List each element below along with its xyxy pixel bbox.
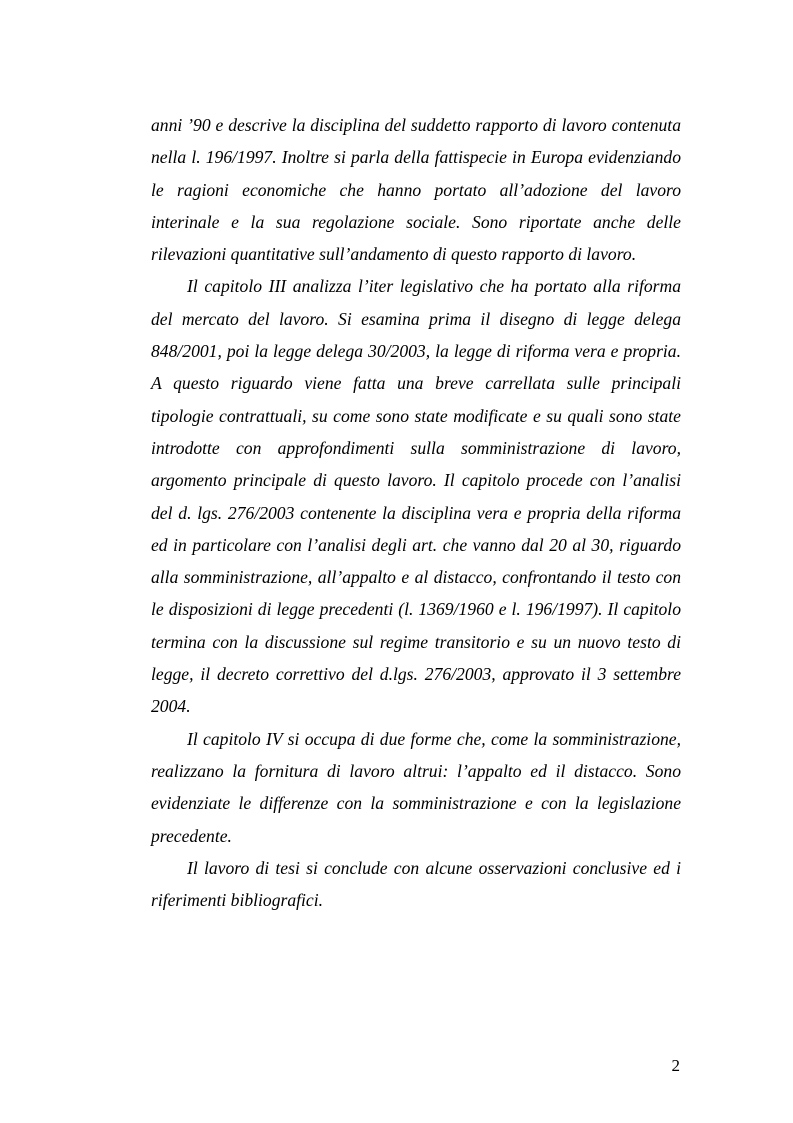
paragraph-chapter-iii: Il capitolo III analizza l’iter legislativo che ha portato alla riforma del mercato del lavoro. Si esamina prima il disegno di legge delega 848/2001, poi la legge delega 30/2003, la legge di riforma vera e propria. A questo riguardo viene fatta una breve carrellata sulle principali tipologie contrattuali, su come sono state modificate e su quali sono state introdotte con approfondimenti sulla somministrazione di lavoro, argomento principale di questo lavoro. Il capitolo procede con l’analisi del d. lgs. 276/2003 contenente la disciplina vera e propria della riforma ed in particolare con l’analisi degli art. che vanno dal 20 al 30, riguardo alla somministrazione, all’appalto e al distacco, confrontando il testo con le disposizioni di legge precedenti (l. 1369/1960 e l. 196/1997). Il capitolo termina con la discussione sul regime transitorio e su un nuovo testo di legge, il decreto correttivo del d.lgs. 276/2003, approvato il 3 settembre 2004. bbox=[151, 276, 681, 717]
paragraph-continuation: anni ’90 e descrive la disciplina del suddetto rapporto di lavoro contenuta nella l. 196/1997. Inoltre si parla della fattispecie in Europa evidenziando le ragioni economiche che hanno portato all’adozione del lavoro interinale e la sua regolazione sociale. Sono riportate anche delle rilevazioni quantitative sull’andamento di questo rapporto di lavoro. bbox=[151, 115, 681, 265]
page-number: 2 bbox=[671, 1056, 680, 1075]
body-text bbox=[151, 109, 681, 916]
paragraph-chapter-iv: Il capitolo IV si occupa di due forme che, come la somministrazione, realizzano la fornitura di lavoro altrui: l’appalto ed il distacco. Sono evidenziate le differenze con la somministrazione e con la legislazione precedente. bbox=[151, 728, 681, 846]
paragraph-conclusion: Il lavoro di tesi si conclude con alcune osservazioni conclusive ed i riferimenti bibliografici. bbox=[151, 857, 681, 911]
